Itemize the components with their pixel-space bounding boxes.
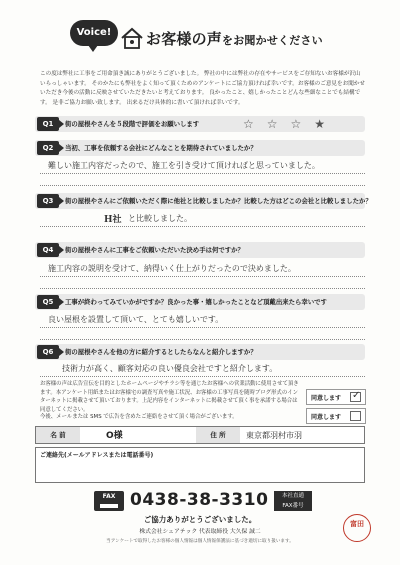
agree-checkbox-2[interactable] [350,411,361,421]
answer-line [40,376,365,377]
contact-field[interactable] [35,447,365,483]
title-rest: をお聞かせください [222,34,323,47]
question-1 [35,116,365,132]
voice-badge: Voice! [70,20,118,46]
question-text: 街の屋根やさんにご依頼いただく際に他社と比較しましたか？比較した方はどこの会社と比較しましたか？ [65,197,372,205]
agree-label: 同意します [311,395,342,402]
question-3 [35,193,372,209]
customer-info-row [35,426,365,444]
answer-4: 施工内容の説明を受けて、納得いく仕上がりだったので決めました。 [48,264,296,273]
question-text: 街の屋根やさんを他の方に紹介するとしたらなんと紹介しますか？ [65,348,257,356]
fax-direct-box [274,491,312,511]
question-text: 工事が終わってみていかがですか？良かった事・嬉しかったことなど頂戴出来たら幸いです [65,298,327,306]
house-icon [120,27,144,49]
answer-2: 難しい施工内容だったので、施工を引き受けて頂ければと思っていました。 [48,161,320,170]
question-5 [35,294,365,310]
question-tag: Q2 [37,141,59,155]
answer-line [40,173,365,174]
answer-5: 良い屋根を設置して頂いて、とても嬉しいです。 [48,315,224,324]
title-main: お客様の声 [146,30,223,48]
answer-line [40,276,365,277]
answer-6: 技術力が高く、顧客対応の良い優良会社ですと紹介します。 [62,364,278,373]
stamp-text: 富田 [350,520,364,528]
question-tag: Q5 [37,295,59,309]
answer-line [40,185,365,186]
seal-stamp [343,514,371,542]
agree-label: 同意します [311,414,342,421]
question-6 [35,344,365,360]
name-field[interactable]: O様 [106,431,123,441]
question-4 [35,242,365,258]
question-text: 街の屋根やさんに工事をご依頼いただいた決め手は何ですか？ [65,246,244,254]
answer-3-company: H社 [104,215,122,225]
agree-row-2[interactable] [306,408,366,424]
question-tag: Q6 [37,345,59,359]
question-tag: Q1 [37,117,59,131]
intro-text: この度は弊社に工事をご用命頂き誠にありがとうございました。 弊社の中には弊社の存在やサービスをご存知ないお客様が沢山いらっしゃいます。 そのかたにも弊社をよく知って頂くためのアンケートにご協力頂ければ幸いです。お客様のご意見をお聞かせいただき今後の活動に反映させていただきたいと考えております。 良かったこと、嬉しかったことどんな些細なことでも結構です。 是非ご協力お願い致します。 出来るだけ具体的に書いて頂ければ幸いです。 [40,71,365,106]
question-2 [35,140,365,156]
privacy-note: 当アンケートで取得したお客様の個人情報は個人情報保護法に基づき適切に取り扱います。 [106,539,294,544]
page-title [146,28,323,49]
question-text: 当初、工事を依頼する会社にどんなことを期待されていましたか？ [65,144,257,152]
question-tag: Q4 [37,243,59,257]
contact-label: ご連絡先(メールアドレスまたは電話番号) [40,452,154,459]
name-label: 名 前 [36,427,80,443]
answer-line [40,339,365,340]
consent-text-2: 今後、メールまたは SMS で広告を含めたご連絡をさせて頂く場合がございます。 [40,414,238,420]
address-field[interactable]: 東京都羽村市羽 [246,431,302,440]
address-label: 住 所 [196,427,240,443]
fax-box-line2: FAX番号 [282,502,304,509]
star-rating[interactable]: ☆☆☆★ [243,117,339,131]
company-line: 株式会社シェアテック 代表取締役 大久保 誠二 [139,529,261,535]
fax-icon: FAX [94,491,124,511]
consent-text-1: お客様の声は広告宣伝を目的としたホームページやチラシ等を通じたお客様への営業活動に使用させて頂きます。本アンケート用紙またはお客様宅の調査写真や施工状況、お客様の工事写真を随時ブログ形式のインターネットに掲載させて頂いております。上記内容をインターネットに掲載させて頂く事を承諾する場合は同意してください。 [40,381,299,413]
answer-line [40,288,365,289]
thanks-message: ご協力ありがとうございました。 [143,515,257,524]
fax-box-line1: 本社直通 [281,493,304,499]
agree-checkbox-1[interactable] [350,392,361,402]
answer-line [40,327,365,328]
question-text: 街の屋根やさんを５段階で評価をお願いします [65,120,200,128]
agree-row-1[interactable] [306,389,366,405]
fax-number: 0438-38-3310 [130,490,269,510]
answer-3: と比較しました。 [128,214,192,223]
question-tag: Q3 [37,194,59,208]
answer-line [40,226,365,227]
fax-block [94,490,312,512]
